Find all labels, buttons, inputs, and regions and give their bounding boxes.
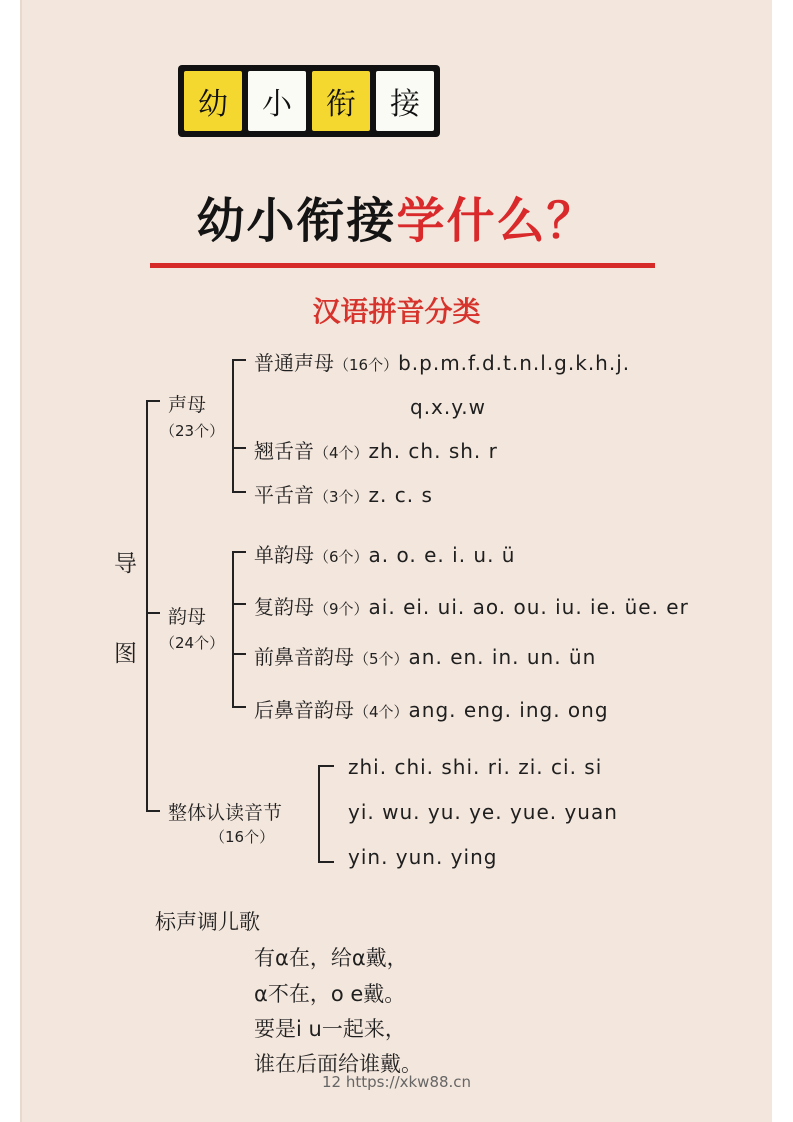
item-letters: a. o. e. i. u. ü bbox=[368, 543, 516, 567]
yunmu-item-4 bbox=[254, 694, 609, 723]
item-name: 单韵母 bbox=[254, 543, 314, 567]
item-name: 前鼻音韵母 bbox=[254, 645, 354, 669]
shengmu-bracket bbox=[232, 359, 234, 492]
yunmu-tick-3 bbox=[232, 653, 246, 655]
branch-zhengti bbox=[146, 810, 160, 812]
song-line-1: 有α在，给α戴， bbox=[254, 946, 408, 970]
item-count: （4个） bbox=[314, 444, 369, 462]
item-count: （16个） bbox=[334, 356, 399, 374]
title-red: 学什么 bbox=[396, 193, 547, 249]
title-mark: ？ bbox=[546, 193, 597, 249]
shengmu-tick-2 bbox=[232, 447, 246, 449]
badge-char-1: 幼 bbox=[184, 71, 242, 131]
title-black: 幼小衔接 bbox=[196, 193, 397, 249]
item-letters: z. c. s bbox=[368, 483, 433, 507]
tree-trunk bbox=[146, 400, 148, 812]
song-line-4: 谁在后面给谁戴。 bbox=[254, 1052, 422, 1076]
branch-yunmu bbox=[146, 612, 160, 614]
item-count: （9个） bbox=[314, 600, 369, 618]
item-letters: ang. eng. ing. ong bbox=[408, 698, 609, 722]
song-line-2: α不在，o e戴。 bbox=[254, 982, 406, 1006]
yunmu-tick-2 bbox=[232, 603, 246, 605]
subtitle: 汉语拼音分类 bbox=[312, 295, 481, 328]
page-edge bbox=[20, 0, 22, 1122]
item-count: （5个） bbox=[354, 650, 409, 668]
yunmu-tick-1 bbox=[232, 551, 246, 553]
shengmu-label: 声母 bbox=[168, 394, 207, 416]
badge-char-4: 接 bbox=[376, 71, 434, 131]
shengmu-tick-1 bbox=[232, 359, 246, 361]
zhengti-row-2: yi. wu. yu. ye. yue. yuan bbox=[348, 800, 618, 824]
yunmu-item-2 bbox=[254, 591, 689, 620]
item-name: 平舌音 bbox=[254, 483, 314, 507]
item-name: 后鼻音韵母 bbox=[254, 698, 354, 722]
item-count: （3个） bbox=[314, 488, 369, 506]
yunmu-item-3 bbox=[254, 641, 596, 670]
yunmu-count: （24个） bbox=[160, 634, 225, 652]
shengmu-item-1-cont: q.x.y.w bbox=[410, 395, 486, 419]
shengmu-count: （23个） bbox=[160, 422, 225, 440]
yunmu-tick-4 bbox=[232, 706, 246, 708]
item-letters: an. en. in. un. ün bbox=[408, 645, 597, 669]
item-letters: ai. ei. ui. ao. ou. iu. ie. üe. er bbox=[368, 595, 689, 619]
item-count: （6个） bbox=[314, 548, 369, 566]
zhengti-count: （16个） bbox=[210, 828, 275, 846]
zhengti-row-3: yin. yun. ying bbox=[348, 845, 498, 869]
item-name: 翘舌音 bbox=[254, 439, 314, 463]
yunmu-bracket bbox=[232, 551, 234, 708]
footer-text: 12 https://xkw88.cn bbox=[322, 1073, 472, 1091]
yunmu-label: 韵母 bbox=[168, 606, 207, 628]
item-name: 普通声母 bbox=[254, 351, 334, 375]
page-title bbox=[0, 182, 793, 251]
item-letters: b.p.m.f.d.t.n.l.g.k.h.j. bbox=[398, 351, 631, 375]
item-letters: zh. ch. sh. r bbox=[368, 439, 498, 463]
shengmu-tick-3 bbox=[232, 491, 246, 493]
song-title: 标声调儿歌 bbox=[155, 910, 260, 934]
shengmu-item-1 bbox=[254, 347, 630, 376]
item-count: （4个） bbox=[354, 703, 409, 721]
zhengti-row-1: zhi. chi. shi. ri. zi. ci. si bbox=[348, 755, 603, 779]
shengmu-item-3 bbox=[254, 479, 433, 508]
title-divider bbox=[150, 263, 655, 268]
song-line-3: 要是i u一起来， bbox=[254, 1017, 406, 1041]
zhengti-tick-1 bbox=[318, 765, 334, 767]
badge-char-2: 小 bbox=[248, 71, 306, 131]
zhengti-label: 整体认读音节 bbox=[168, 802, 283, 824]
header-badge bbox=[178, 65, 440, 137]
guide-char-1: 导 bbox=[114, 551, 137, 577]
zhengti-tick-3 bbox=[318, 861, 334, 863]
badge-char-3: 衔 bbox=[312, 71, 370, 131]
yunmu-item-1 bbox=[254, 539, 515, 568]
shengmu-item-2 bbox=[254, 435, 498, 464]
zhengti-bracket bbox=[318, 765, 320, 863]
item-name: 复韵母 bbox=[254, 595, 314, 619]
branch-shengmu bbox=[146, 400, 160, 402]
guide-char-2: 图 bbox=[114, 641, 137, 667]
